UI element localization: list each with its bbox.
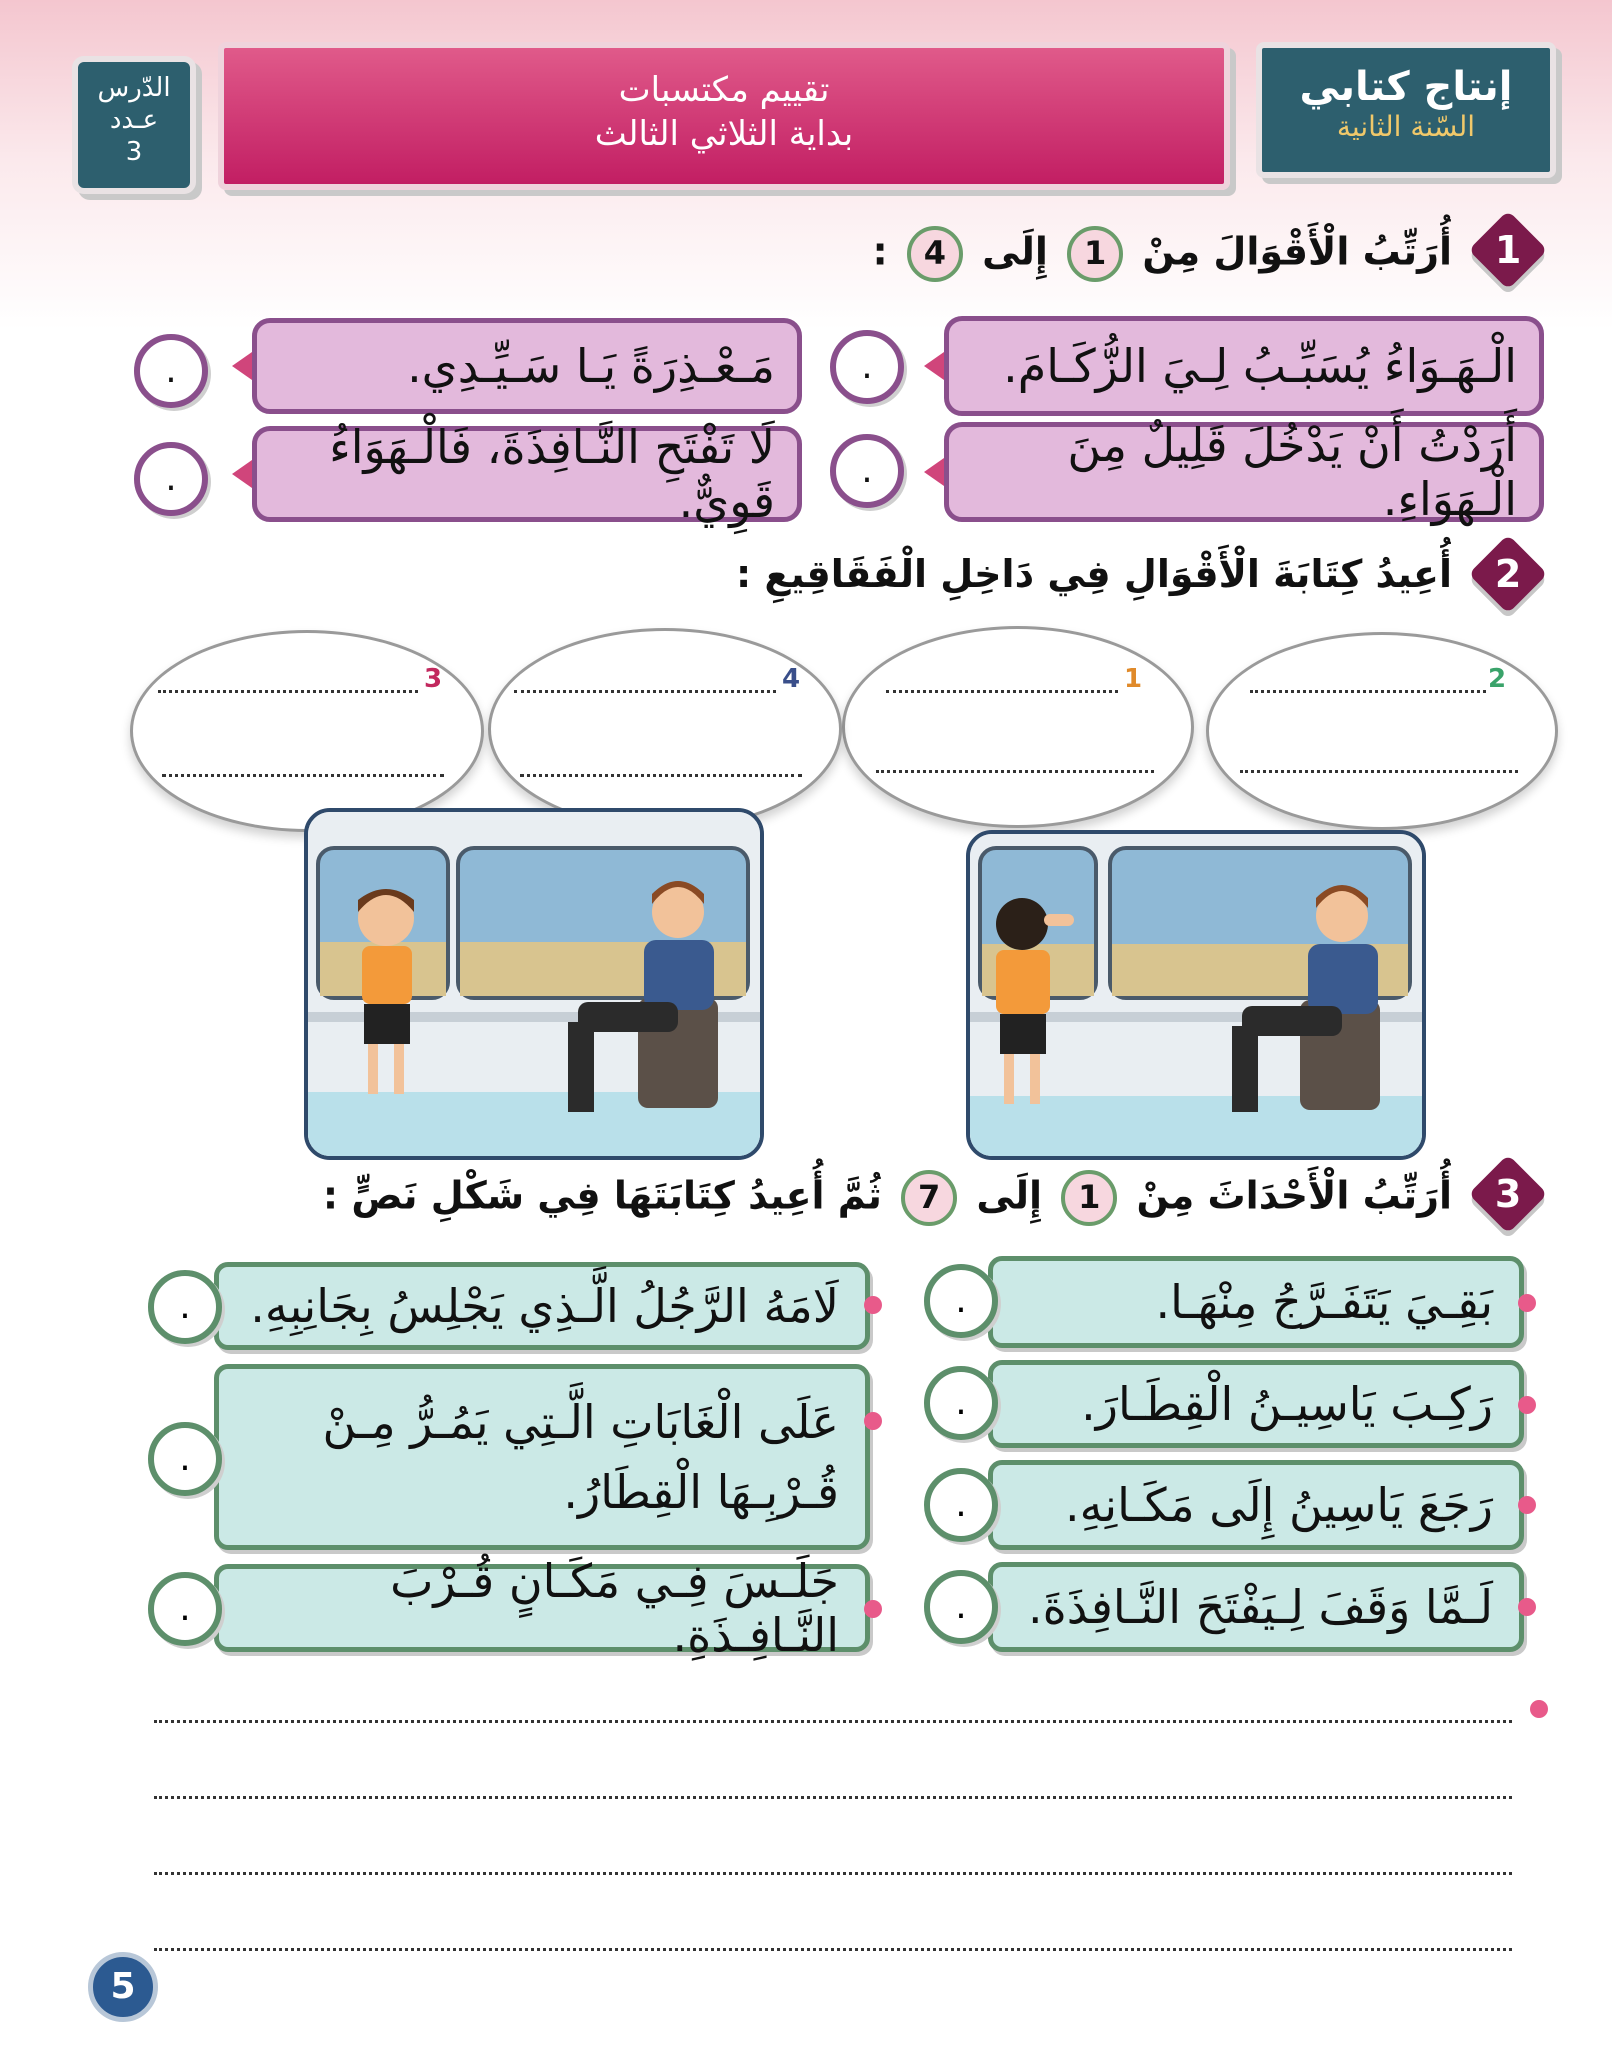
quote-card-4 xyxy=(252,420,802,528)
lesson-number-label: عـدد xyxy=(109,105,159,135)
answer-circle-2[interactable]: . xyxy=(134,334,208,408)
event-answer-l2[interactable]: . xyxy=(148,1422,222,1496)
writing-line-1[interactable] xyxy=(154,1720,1512,1723)
train-scene-illustration xyxy=(308,812,760,1156)
write-line[interactable] xyxy=(158,690,418,693)
write-line[interactable] xyxy=(886,690,1118,693)
assessment-header xyxy=(218,42,1230,190)
lesson-label: الدّرس xyxy=(97,73,171,103)
event-text: لَـمَّا وَقَفَ لِـيَفْتَحَ النَّـافِذَةَ. xyxy=(1027,1580,1493,1634)
quote-card-3 xyxy=(944,418,1544,526)
event-answer-r1[interactable]: . xyxy=(924,1264,998,1338)
answer-circle-4[interactable]: . xyxy=(134,442,208,516)
section-1-instruction: أُرَتِّبُ الْأَقْوَالَ مِنْ 1 إِلَى 4 : xyxy=(873,226,1453,282)
event-card-l3 xyxy=(214,1554,870,1662)
subject-title: إنتاج كتابي xyxy=(1299,64,1513,110)
section-1-number: 1 xyxy=(1468,210,1547,289)
write-line[interactable] xyxy=(1250,690,1486,693)
event-card-r3 xyxy=(988,1460,1524,1550)
answer-circle-3[interactable]: . xyxy=(830,434,904,508)
section-2-number: 2 xyxy=(1468,534,1547,613)
event-text: بَقِـيَ يَتَفَـرَّجُ مِنْهَـا. xyxy=(1155,1275,1493,1329)
train-scene-left xyxy=(304,808,764,1160)
speech-bubble-3 xyxy=(130,630,484,832)
card-dot xyxy=(864,1412,882,1430)
event-text: لَامَهُ الرَّجُلُ الَّـذِي يَجْلِسُ بِجَانِبِهِ. xyxy=(250,1279,839,1333)
event-text: جَلَـسَ فِـي مَكَـانٍ قُـرْبَ النَّـافِـذَةِ. xyxy=(390,1554,839,1662)
section-3-instruction: أُرَتِّبُ الْأَحْدَاثَ مِنْ 1 إِلَى 7 ثُمَّ أُعِيدُ كِتَابَتَهَا فِي شَكْلِ نَصٍّ : xyxy=(323,1170,1452,1226)
section-2-instruction: أُعِيدُ كِتَابَةَ الْأَقْوَالِ فِي دَاخِلِ الْفَقَاقِيعِ : xyxy=(735,552,1452,596)
event-answer-r3[interactable]: . xyxy=(924,1468,998,1542)
train-scene-illustration xyxy=(970,834,1422,1156)
event-answer-l1[interactable]: . xyxy=(148,1270,222,1344)
event-card-l1 xyxy=(214,1262,870,1350)
event-text: رَجَعَ يَاسِينُ إِلَى مَكَـانِهِ. xyxy=(1064,1478,1493,1532)
event-card-r2 xyxy=(988,1360,1524,1448)
speech-bubble-2 xyxy=(1206,632,1558,830)
to-number-circle: 7 xyxy=(901,1170,957,1226)
from-number-circle: 1 xyxy=(1067,226,1123,282)
section-3-number: 3 xyxy=(1468,1154,1547,1233)
write-line[interactable] xyxy=(162,774,444,777)
bubble-number: 4 xyxy=(782,664,801,694)
bubble-number: 3 xyxy=(424,664,443,694)
lesson-badge xyxy=(72,56,196,194)
card-dot xyxy=(864,1600,882,1618)
card-dot xyxy=(1518,1294,1536,1312)
card-pointer xyxy=(232,352,252,380)
event-answer-r2[interactable]: . xyxy=(924,1366,998,1440)
quote-text: لَا تَفْتَحِ النَّـافِذَةَ، فَالْـهَوَاءُ قَوِيٌّ. xyxy=(329,420,775,528)
speech-bubble-4 xyxy=(488,628,842,830)
card-dot xyxy=(1518,1598,1536,1616)
write-line[interactable] xyxy=(876,770,1154,773)
card-pointer xyxy=(232,460,252,488)
quote-text: أَرَدْتُ أَنْ يَدْخُلَ قَلِيلٌ مِنَ الْـهَوَاءِ. xyxy=(1067,418,1517,526)
quote-text: مَـعْـذِرَةً يَـا سَـيِّـدِي. xyxy=(407,339,775,393)
write-line[interactable] xyxy=(514,690,776,693)
speech-bubble-1 xyxy=(842,626,1194,828)
event-answer-r4[interactable]: . xyxy=(924,1570,998,1644)
write-line[interactable] xyxy=(1240,770,1518,773)
write-line[interactable] xyxy=(520,774,802,777)
writing-line-3[interactable] xyxy=(154,1872,1512,1875)
event-text-line2: قُـرْبِـهَا الْقِطَارُ. xyxy=(563,1465,839,1519)
lesson-number: 3 xyxy=(125,137,143,167)
card-pointer xyxy=(924,458,944,486)
writing-line-2[interactable] xyxy=(154,1796,1512,1799)
page-number: 5 xyxy=(88,1952,158,2022)
bubble-number: 1 xyxy=(1124,664,1143,694)
grade-label: السّنة الثانية xyxy=(1336,110,1476,143)
event-card-l2 xyxy=(214,1364,870,1550)
subject-header xyxy=(1256,42,1556,178)
card-dot xyxy=(1518,1396,1536,1414)
quote-card-1 xyxy=(944,316,1544,416)
answer-circle-1[interactable]: . xyxy=(830,330,904,404)
bubble-number: 2 xyxy=(1488,664,1507,694)
from-number-circle: 1 xyxy=(1061,1170,1117,1226)
card-pointer xyxy=(924,352,944,380)
assessment-title-line1: تقييم مكتسبات xyxy=(618,70,830,110)
to-number-circle: 4 xyxy=(907,226,963,282)
train-scene-right xyxy=(966,830,1426,1160)
event-text: رَكِـبَ يَاسِيـنُ الْقِطَـارَ. xyxy=(1081,1377,1493,1431)
assessment-title-line2: بداية الثلاثي الثالث xyxy=(594,114,854,154)
lines-marker-dot xyxy=(1530,1700,1548,1718)
event-answer-l3[interactable]: . xyxy=(148,1572,222,1646)
card-dot xyxy=(1518,1496,1536,1514)
writing-line-4[interactable] xyxy=(154,1948,1512,1951)
card-dot xyxy=(864,1296,882,1314)
event-card-r4 xyxy=(988,1562,1524,1652)
quote-text: الْـهَـوَاءُ يُسَبِّـبُ لِـيَ الزُّكَـامَ. xyxy=(1003,339,1517,393)
quote-card-2 xyxy=(252,318,802,414)
event-text: عَلَى الْغَابَاتِ الَّـتِي يَمُـرُّ مِـنْ xyxy=(322,1395,839,1449)
event-card-r1 xyxy=(988,1256,1524,1348)
